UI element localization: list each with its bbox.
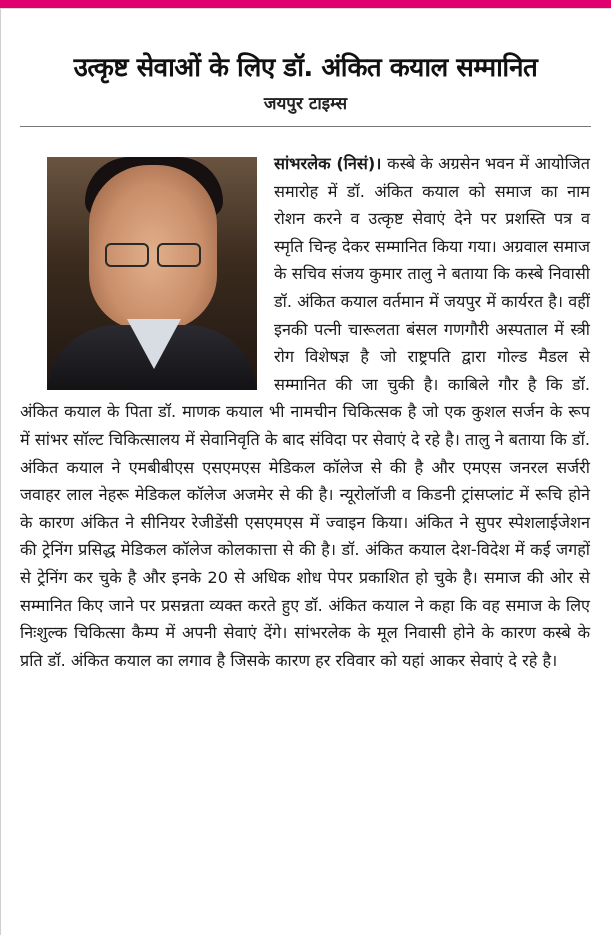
article-body-text: कस्बे के अग्रसेन भवन में आयोजित समारोह में डॉ. अंकित कयाल को समाज का नाम रोशन करने व उत्कृष्ट सेवाएं देने पर प्रशस्ति पत्र व स्मृति चिन्ह देकर सम्मानित किया गया। अग्रवाल समाज के सचिव संजय कुमार तालु ने बताया कि कस्बे निवासी डॉ. अंकित कयाल वर्तमान में जयपुर में कार्यरत है। वहीं इनकी पत्नी चारूलता बंसल गणगौरी अस्पताल में स्त्री रोग विशेषज्ञ है जो राष्ट्रपति द्वारा गोल्ड मैडल से सम्मानित की जा चुकी है। काबिले गौर है कि डॉ. अंकित कयाल के पिता डॉ. माणक कयाल भी नामचीन चिकित्सक है जो एक कुशल सर्जन के रूप में सांभर सॉल्ट चिकित्सालय में सेवानिवृति के बाद संविदा पर सेवाएं दे रहे है। तालु ने बताया कि डॉ. अंकित कयाल ने एमबीबीएस एसएमएस मेडिकल कॉलेज से की है और एमएस जनरल सर्जरी जवाहर लाल नेहरू मेडिकल कॉलेज अजमेर से की है। न्यूरोलॉजी व किडनी ट्रांसप्लांट में रूचि होने के कारण अंकित ने सीनियर रेजीडेंसी एसएमएस में ज्वाइन किया। अंकित ने सुपर स्पेशलाईजेशन की ट्रेनिंग प्रसिद्ध मेडिकल कॉलेज कोलकात्ता से की है। डॉ. अंकित कयाल देश-विदेश में कई जगहों से ट्रेनिंग कर चुके है और इनके 20 से अधिक शोध पेपर प्रकाशित हो चुके है। समाज की ओर से सम्मानित किए जाने पर प्रसन्नता व्यक्त करते हुए डॉ. अंकित कयाल ने कहा कि वह समाज के लिए निःशुल्क चिकित्सा कैम्प में अपनी सेवाएं देंगे। सांभरलेक के मूल निवासी होने के कारण कस्बे के प्रति डॉ. अंकित कयाल का लगाव है जिसके कारण हर रविवार को यहां आकर सेवाएं दे रहे है। xyxy=(20,154,591,670)
divider-rule xyxy=(20,126,591,127)
photo-wrap-spacer xyxy=(20,150,274,397)
article-dateline: सांभरलेक (निसं)। xyxy=(274,154,388,173)
article-body xyxy=(20,150,590,674)
top-accent-bar xyxy=(0,0,611,8)
article-headline: उत्कृष्ट सेवाओं के लिए डॉ. अंकित कयाल सम्मानित xyxy=(73,53,538,83)
article-source: जयपुर टाइम्स xyxy=(263,94,348,114)
